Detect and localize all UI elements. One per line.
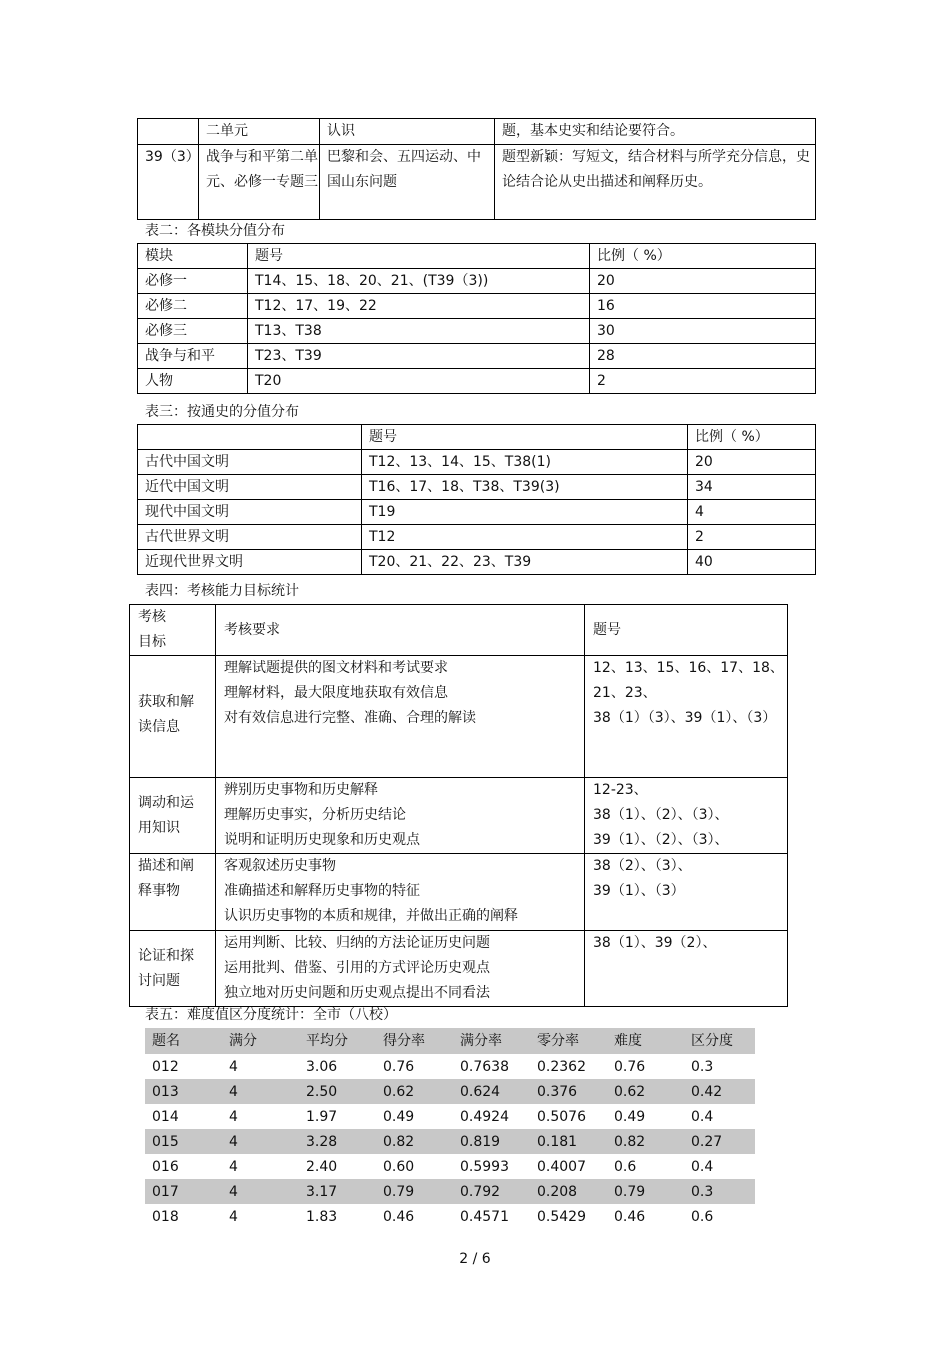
- cell: 0.4924: [460, 1108, 509, 1125]
- cell: T16、17、18、T38、T39(3): [362, 475, 688, 500]
- header-cell: 平均分: [299, 1028, 376, 1054]
- table5-caption: 表五：难度值区分度统计：全市（八校）: [145, 1007, 397, 1023]
- cell: 现代中国文明: [138, 500, 362, 525]
- cell: 2.40: [306, 1158, 338, 1175]
- cell: 1.97: [306, 1108, 338, 1125]
- cell: 017: [145, 1179, 222, 1204]
- header-cell: 题号: [248, 244, 590, 269]
- table-row: [138, 475, 816, 500]
- cell-module: 二单元: [199, 119, 320, 145]
- table-row: [138, 525, 816, 550]
- cell: 0.181: [530, 1129, 607, 1154]
- table-row: [138, 369, 816, 394]
- cell: 0.82: [607, 1129, 684, 1154]
- cell: 2: [590, 369, 816, 394]
- cell: 0.792: [453, 1179, 530, 1204]
- table-row: [145, 1054, 755, 1079]
- cell-content: 认识: [320, 119, 495, 145]
- cell: T12、13、14、15、T38(1): [362, 450, 688, 475]
- cell: 2: [688, 525, 816, 550]
- cell: 0.819: [453, 1129, 530, 1154]
- cell-nums: [585, 778, 788, 854]
- cell-module: 战争与和平第二单元、必修一专题三: [199, 145, 320, 220]
- cell: 0.208: [530, 1179, 607, 1204]
- cell: 0.4007: [537, 1158, 586, 1175]
- cell: 0.46: [614, 1208, 646, 1225]
- cell: 0.3: [684, 1179, 755, 1204]
- header-cell: 难度: [607, 1028, 684, 1054]
- table-row: [138, 550, 816, 575]
- header-cell: 题名: [145, 1028, 222, 1054]
- header-cell: 比例（ %）: [688, 425, 816, 450]
- cell: 3.06: [306, 1058, 338, 1075]
- cell: 40: [688, 550, 816, 575]
- cell-reqs: [216, 931, 585, 1007]
- cell: 0.2362: [537, 1058, 586, 1075]
- req-line: 准确描述和解释历史事物的特征: [224, 883, 420, 899]
- table-header-row: [138, 244, 816, 269]
- table-header-row: [130, 605, 788, 656]
- cell: T20: [248, 369, 590, 394]
- cell: 016: [152, 1158, 179, 1175]
- req-line: 独立地对历史问题和历史观点提出不同看法: [224, 985, 490, 1001]
- cell: 018: [152, 1208, 179, 1225]
- num-line: 38（1）、39（2）、: [593, 935, 717, 951]
- table-row: [145, 1079, 755, 1104]
- cell: 3.17: [299, 1179, 376, 1204]
- cell: T13、T38: [248, 319, 590, 344]
- table-row: [145, 1179, 755, 1204]
- table2-caption: 表二：各模块分值分布: [145, 223, 285, 239]
- table-row: [130, 778, 788, 854]
- cell-goal: [130, 778, 216, 854]
- cell: 0.376: [530, 1079, 607, 1104]
- num-line: 38（1）（3）、39（1）、（3）: [593, 710, 777, 726]
- goal-text: 论证和探讨问题: [138, 947, 194, 989]
- goal-text: 描述和阐释事物: [138, 858, 194, 899]
- cell: 0.4: [691, 1158, 714, 1175]
- cell: 20: [688, 450, 816, 475]
- goal-text: 调动和运用知识: [138, 794, 194, 836]
- req-line: 对有效信息进行完整、准确、合理的解读: [224, 710, 476, 726]
- cell: 0.5993: [460, 1158, 509, 1175]
- table-row: [138, 269, 816, 294]
- cell: 0.27: [684, 1129, 755, 1154]
- cell: 0.6: [614, 1158, 637, 1175]
- cell: 0.49: [383, 1108, 415, 1125]
- table3-caption: 表三：按通史的分值分布: [145, 404, 299, 420]
- table-row: [138, 294, 816, 319]
- cell: T23、T39: [248, 344, 590, 369]
- cell: 0.46: [383, 1208, 415, 1225]
- cell: 34: [688, 475, 816, 500]
- cell: 0.62: [376, 1079, 453, 1104]
- cell: 3.28: [299, 1129, 376, 1154]
- cell: 古代世界文明: [138, 525, 362, 550]
- cell: 014: [152, 1108, 179, 1125]
- cell-nums: [585, 854, 788, 931]
- table-row: [138, 319, 816, 344]
- num-line: 21、23、: [593, 685, 657, 701]
- cell: T14、15、18、20、21、(T39（3)): [248, 269, 590, 294]
- req-line: 理解历史事实，分析历史结论: [224, 807, 406, 823]
- cell: T19: [362, 500, 688, 525]
- history-score-table: [137, 424, 816, 575]
- cell: 战争与和平: [138, 344, 248, 369]
- cell: 必修三: [138, 319, 248, 344]
- header-cell: [138, 425, 362, 450]
- cell-goal: [130, 656, 216, 778]
- table-row: [138, 145, 816, 220]
- header-goal: 考核目标: [138, 609, 166, 650]
- num-line: 38（1）、（2）、（3）、: [593, 807, 729, 823]
- cell: T12、17、19、22: [248, 294, 590, 319]
- req-line: 认识历史事物的本质和规律，并做出正确的阐释: [224, 908, 518, 924]
- table-header-row: [145, 1028, 755, 1054]
- cell-nums: [585, 656, 788, 778]
- cell: 0.4571: [460, 1208, 509, 1225]
- table-row: [145, 1129, 755, 1154]
- header-cell: 比例（ %）: [590, 244, 816, 269]
- num-line: 38（2）、（3）、: [593, 858, 692, 874]
- cell: 近现代世界文明: [138, 550, 362, 575]
- table-row: [130, 656, 788, 778]
- cell: 4: [688, 500, 816, 525]
- cell: 4: [222, 1129, 299, 1154]
- req-line: 说明和证明历史现象和历史观点: [224, 832, 420, 848]
- cell: 4: [229, 1058, 238, 1075]
- table-continued: [137, 118, 816, 220]
- cell: 013: [145, 1079, 222, 1104]
- req-line: 客观叙述历史事物: [224, 858, 336, 874]
- cell: 0.60: [383, 1158, 415, 1175]
- cell: 16: [590, 294, 816, 319]
- cell: 20: [590, 269, 816, 294]
- cell-goal: [130, 854, 216, 931]
- cell-content: 巴黎和会、五四运动、中国山东问题: [320, 145, 495, 220]
- cell: 4: [222, 1079, 299, 1104]
- header-cell: 模块: [138, 244, 248, 269]
- cell-goal: [130, 931, 216, 1007]
- header-cell: 考核要求: [216, 605, 585, 656]
- cell-note: 题，基本史实和结论要符合。: [495, 119, 816, 145]
- req-line: 运用批判、借鉴、引用的方式评论历史观点: [224, 960, 490, 976]
- cell: 0.76: [614, 1058, 646, 1075]
- table4-caption: 表四：考核能力目标统计: [145, 583, 299, 599]
- cell: 0.82: [376, 1129, 453, 1154]
- cell: 必修二: [138, 294, 248, 319]
- table-row: [138, 500, 816, 525]
- table-row: [130, 931, 788, 1007]
- table-row: [130, 854, 788, 931]
- cell: 012: [152, 1058, 179, 1075]
- ability-goal-table: [129, 604, 788, 1007]
- cell-nums: [585, 931, 788, 1007]
- cell: 0.7638: [460, 1058, 509, 1075]
- table-row: [145, 1104, 755, 1129]
- header-cell: 满分率: [453, 1028, 530, 1054]
- table-row: [138, 450, 816, 475]
- cell: 0.6: [691, 1208, 714, 1225]
- table-header-row: [138, 425, 816, 450]
- module-score-table: [137, 243, 816, 394]
- cell: 0.5429: [537, 1208, 586, 1225]
- cell: 0.79: [607, 1179, 684, 1204]
- cell: 0.49: [614, 1108, 646, 1125]
- cell: 4: [222, 1179, 299, 1204]
- cell-reqs: [216, 778, 585, 854]
- cell: 0.42: [684, 1079, 755, 1104]
- num-line: 39（1）、（2）、（3）、: [593, 832, 729, 848]
- table-row: [138, 344, 816, 369]
- cell-num: 39（3）: [138, 145, 199, 220]
- header-cell: 得分率: [376, 1028, 453, 1054]
- table-row: [145, 1204, 755, 1229]
- cell: 0.76: [383, 1058, 415, 1075]
- cell: 0.79: [376, 1179, 453, 1204]
- cell: 4: [229, 1208, 238, 1225]
- table-row: [145, 1154, 755, 1179]
- header-cell: 题号: [585, 605, 788, 656]
- cell-note: 题型新颖：写短文，结合材料与所学充分信息，史论结合论从史出描述和阐释历史。: [495, 145, 816, 220]
- cell: 0.5076: [537, 1108, 586, 1125]
- cell: 人物: [138, 369, 248, 394]
- num-line: 12-23、: [593, 782, 648, 798]
- cell: 0.4: [691, 1108, 714, 1125]
- cell: 0.62: [607, 1079, 684, 1104]
- cell: 4: [229, 1108, 238, 1125]
- cell: 015: [145, 1129, 222, 1154]
- header-cell: 区分度: [684, 1028, 755, 1054]
- num-line: 39（1）、（3）: [593, 883, 685, 899]
- cell: 1.83: [306, 1208, 338, 1225]
- cell: 0.3: [691, 1058, 714, 1075]
- cell-reqs: [216, 656, 585, 778]
- page-number: 2 / 6: [459, 1251, 491, 1267]
- header-cell: [130, 605, 216, 656]
- cell: 0.624: [453, 1079, 530, 1104]
- table-row: [138, 119, 816, 145]
- req-line: 运用判断、比较、归纳的方法论证历史问题: [224, 935, 490, 951]
- goal-text: 获取和解读信息: [138, 694, 194, 735]
- cell: T20、21、22、23、T39: [362, 550, 688, 575]
- cell: 必修一: [138, 269, 248, 294]
- cell: 28: [590, 344, 816, 369]
- req-line: 辨别历史事物和历史解释: [224, 782, 378, 798]
- num-line: 12、13、15、16、17、18、: [593, 660, 784, 676]
- cell-num: [138, 119, 199, 145]
- cell: T12: [362, 525, 688, 550]
- cell: 2.50: [299, 1079, 376, 1104]
- header-cell: 题号: [362, 425, 688, 450]
- header-cell: 零分率: [530, 1028, 607, 1054]
- cell: 30: [590, 319, 816, 344]
- header-cell: 满分: [222, 1028, 299, 1054]
- req-line: 理解试题提供的图文材料和考试要求: [224, 660, 448, 676]
- req-line: 理解材料，最大限度地获取有效信息: [224, 685, 448, 701]
- cell: 4: [229, 1158, 238, 1175]
- cell-reqs: [216, 854, 585, 931]
- difficulty-table: [145, 1028, 755, 1229]
- cell: 近代中国文明: [138, 475, 362, 500]
- cell: 古代中国文明: [138, 450, 362, 475]
